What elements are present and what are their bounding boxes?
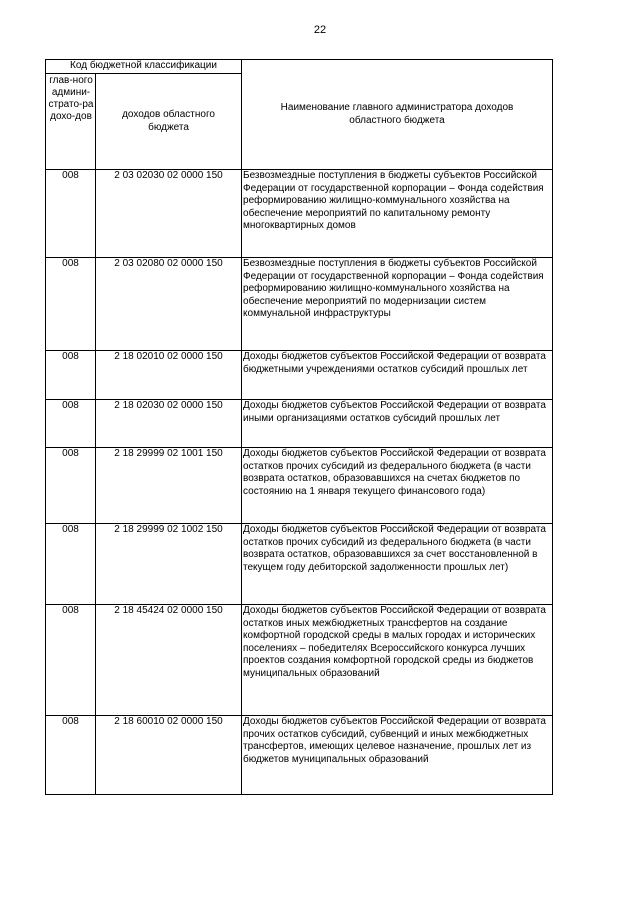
table-row [46,448,553,524]
table-header-row-group [46,60,553,74]
row-income-code: 2 18 45424 02 0000 150 [96,605,242,716]
table-row [46,716,553,795]
row-income-code: 2 18 60010 02 0000 150 [96,716,242,795]
row-income-code: 2 03 02080 02 0000 150 [96,258,242,351]
row-income-code: 2 03 02030 02 0000 150 [96,170,242,258]
row-income-name: Доходы бюджетов субъектов Российской Федерации от возврата остатков прочих субсидий из федерального бюджета (в части возврата остатков, образовавшихся на счетах бюджетов по состоянию на 1 января текущего финансового года) [242,448,553,524]
table-row [46,400,553,448]
row-admin-code: 008 [46,605,96,716]
row-admin-code: 008 [46,351,96,400]
page-number: 22 [313,24,327,36]
row-income-name: Доходы бюджетов субъектов Российской Федерации от возврата прочих остатков субсидий, субвенций и иных межбюджетных трансфертов, имеющих целевое назначение, прошлых лет из бюджетов муниципальных образований [242,716,553,795]
row-income-name: Безвозмездные поступления в бюджеты субъектов Российской Федерации от государственной корпорации – Фонда содействия реформированию жилищно-коммунального хозяйства на обеспечение мероприятий по капитальному ремонту многоквартирных домов [242,170,553,258]
header-chief-administrator: глав-ного админи-страто-ра дохо-дов [46,74,96,170]
header-budget-classification-code: Код бюджетной классификации [46,60,242,74]
table-row [46,258,553,351]
row-income-name: Безвозмездные поступления в бюджеты субъектов Российской Федерации от государственной корпорации – Фонда содействия реформированию жилищно-коммунального хозяйства на обеспечение мероприятий по модернизации систем коммунальной инфраструктуры [242,258,553,351]
row-admin-code: 008 [46,448,96,524]
row-admin-code: 008 [46,524,96,605]
table-row [46,351,553,400]
row-income-code: 2 18 29999 02 1001 150 [96,448,242,524]
table-row [46,605,553,716]
row-income-name: Доходы бюджетов субъектов Российской Федерации от возврата остатков прочих субсидий из федерального бюджета (в части возврата остатков, образовавшихся за счет восстановленной в текущем году дебиторской задолженности прошлых лет) [242,524,553,605]
row-income-code: 2 18 29999 02 1002 150 [96,524,242,605]
budget-classification-table [45,59,553,795]
row-admin-code: 008 [46,716,96,795]
row-income-name: Доходы бюджетов субъектов Российской Федерации от возврата бюджетными учреждениями остатков субсидий прошлых лет [242,351,553,400]
row-income-name: Доходы бюджетов субъектов Российской Федерации от возврата иными организациями остатков субсидий прошлых лет [242,400,553,448]
header-administrator-name: Наименование главного администратора доходов областного бюджета [242,60,553,170]
row-income-code: 2 18 02030 02 0000 150 [96,400,242,448]
row-admin-code: 008 [46,258,96,351]
table-row [46,524,553,605]
header-regional-budget-income: доходов областного бюджета [96,74,242,170]
row-income-code: 2 18 02010 02 0000 150 [96,351,242,400]
row-income-name: Доходы бюджетов субъектов Российской Федерации от возврата остатков иных межбюджетных трансфертов на создание комфортной городской среды в малых городах и исторических поселениях – победителях Всероссийского конкурса лучших проектов создания комфортной городской среды из бюджетов муниципальных образований [242,605,553,716]
row-admin-code: 008 [46,400,96,448]
table-row [46,170,553,258]
row-admin-code: 008 [46,170,96,258]
